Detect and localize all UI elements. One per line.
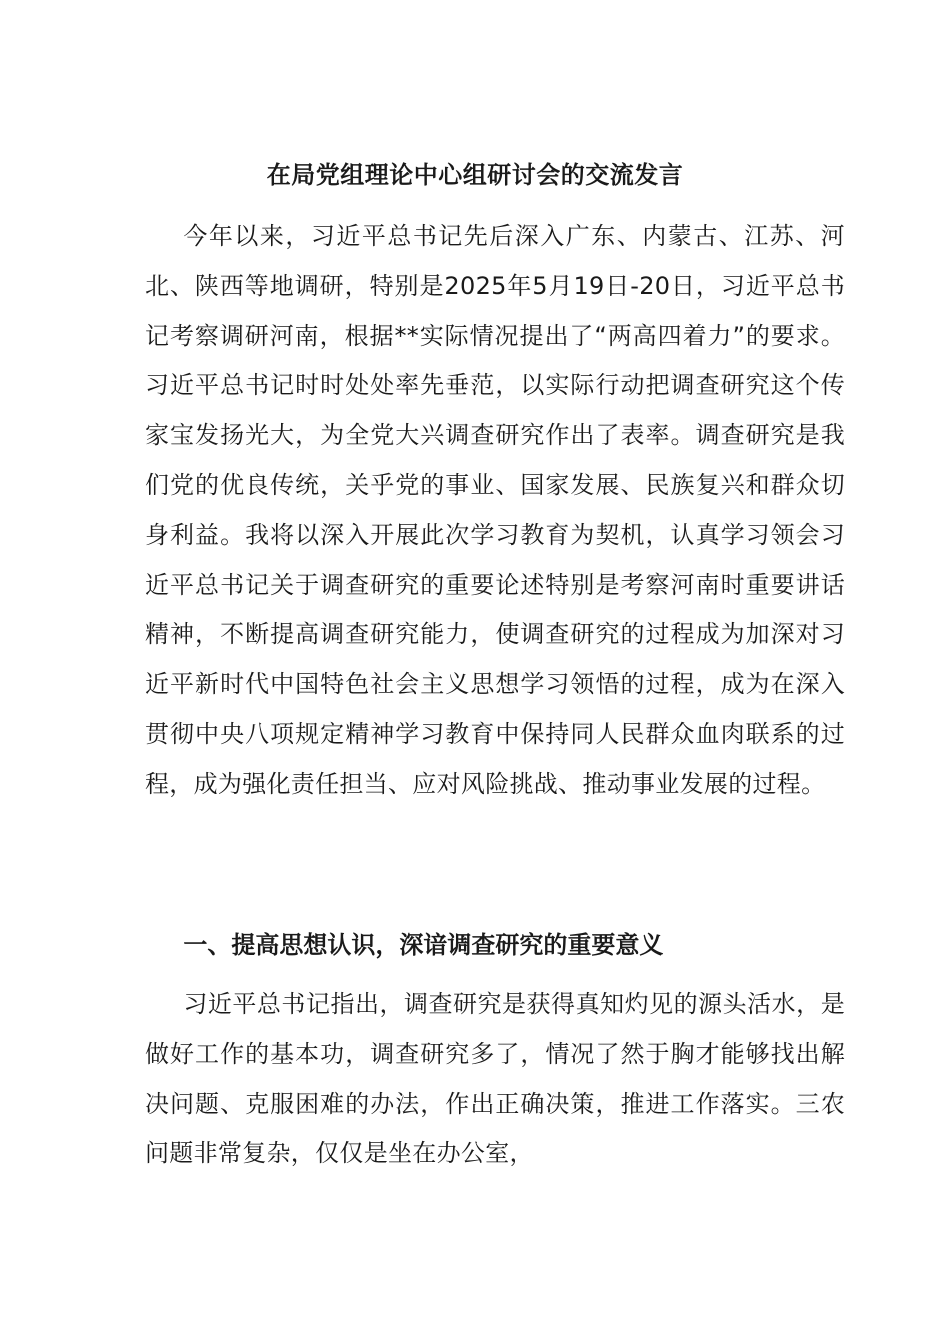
document-title: 在局党组理论中心组研讨会的交流发言: [266, 161, 684, 189]
paragraph-intro: 今年以来，习近平总书记先后深入广东、内蒙古、江苏、河北、陕西等地调研，特别是2025年5月19日-20日，习近平总书记考察调研河南，根据**实际情况提出了“两高四着力”的要求。习近平总书记时时处处率先垂范，以实际行动把调查研究这个传家宝发扬光大，为全党大兴调查研究作出了表率。调查研究是我们党的优良传统，关乎党的事业、国家发展、民族复兴和群众切身利益。我将以深入开展此次学习教育为契机，认真学习领会习近平总书记关于调查研究的重要论述特别是考察河南时重要讲话精神，不断提高调查研究能力，使调查研究的过程成为加深对习近平新时代中国特色社会主义思想学习领悟的过程，成为在深入贯彻中央八项规定精神学习教育中保持同人民群众血肉联系的过程，成为强化责任担当、应对风险挑战、推动事业发展的过程。: [145, 222, 845, 798]
section-heading-1: 一、提高思想认识，深谙调查研究的重要意义: [183, 931, 664, 959]
paragraph-section-1: 习近平总书记指出，调查研究是获得真知灼见的源头活水，是做好工作的基本功，调查研究多了，情况了然于胸才能够找出解决问题、克服困难的办法，作出正确决策，推进工作落实。三农问题非常复杂，仅仅是坐在办公室，: [145, 990, 845, 1168]
